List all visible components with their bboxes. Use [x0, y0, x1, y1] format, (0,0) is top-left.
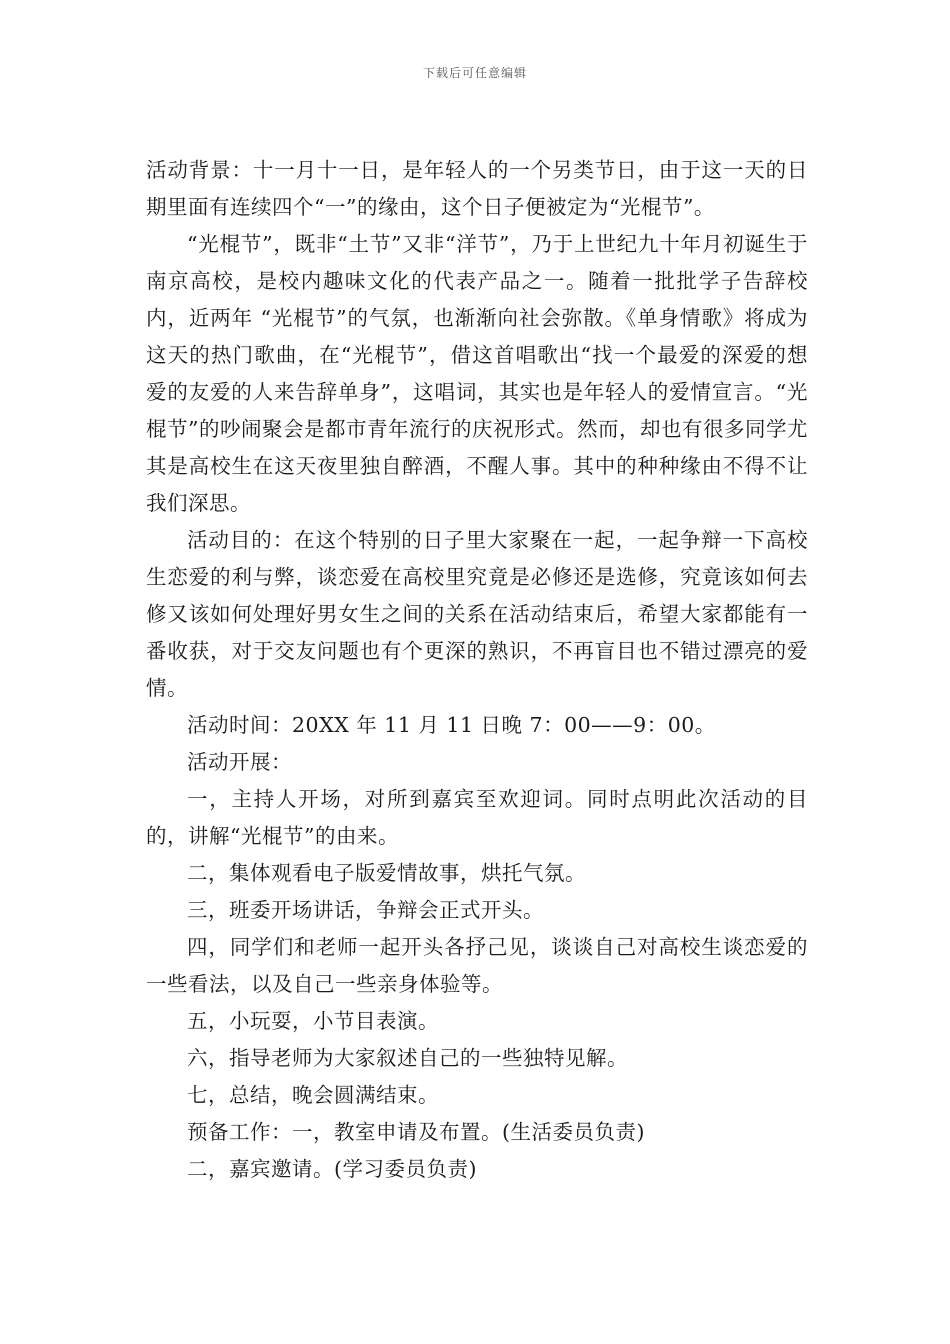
paragraph-activity-purpose: 活动目的：在这个特别的日子里大家聚在一起，一起争辩一下高校生恋爱的利与弊，谈恋爱在高校里究竟是必修还是选修，究竟该如何去修又该如何处理好男女生之间的关系在活动结束后，希望大家都能有一番收获，对于交友问题也有个更深的熟识，不再盲目也不错过漂亮的爱情。 — [146, 528, 808, 700]
list-item-step-5: 五，小玩耍，小节目表演。 — [187, 1009, 439, 1033]
paragraph-preparation-2: 二，嘉宾邀请。(学习委员负责) — [187, 1157, 477, 1181]
list-item-step-7: 七，总结，晚会圆满结束。 — [187, 1083, 439, 1107]
paragraph-activity-time: 活动时间：20XX 年 11 月 11 日晚 7：00——9：00。 — [187, 713, 716, 737]
list-item-step-2: 二，集体观看电子版爱情故事，烘托气氛。 — [187, 861, 586, 885]
list-item-step-3: 三，班委开场讲话，争辩会正式开头。 — [187, 898, 544, 922]
list-item-step-6: 六，指导老师为大家叙述自己的一些独特见解。 — [187, 1046, 628, 1070]
document-body — [146, 152, 808, 1188]
page-header: 下载后可任意编辑 — [422, 66, 527, 80]
paragraph-festival-origin: “光棍节”，既非“土节”又非“洋节”，乃于上世纪九十年月初诞生于南京高校，是校内趣味文化的代表产品之一。随着一批批学子告辞校内，近两年 “光棍节”的气氛，也渐渐向社会弥散。《单身情歌》将成为这天的热门歌曲，在“光棍节”，借这首唱歌出“找一个最爱的深爱的想爱的友爱的人来告辞单身”，这唱词，其实也是年轻人的爱情宣言。“光棍节”的吵闹聚会是都市青年流行的庆祝形式。然而，却也有很多同学尤其是高校生在这天夜里独自醉酒，不醒人事。其中的种种缘由不得不让我们深思。 — [146, 232, 808, 515]
list-item-step-1: 一，主持人开场，对所到嘉宾至欢迎词。同时点明此次活动的目的，讲解“光棍节”的由来。 — [146, 787, 808, 848]
paragraph-activity-heading: 活动开展： — [187, 750, 292, 774]
paragraph-background: 活动背景：十一月十一日，是年轻人的一个另类节日，由于这一天的日期里面有连续四个“一”的缘由，这个日子便被定为“光棍节”。 — [146, 158, 808, 219]
paragraph-preparation: 预备工作：一，教室申请及布置。(生活委员负责) — [187, 1120, 645, 1144]
list-item-step-4: 四，同学们和老师一起开头各抒己见，谈谈自己对高校生谈恋爱的一些看法，以及自己一些亲身体验等。 — [146, 935, 808, 996]
